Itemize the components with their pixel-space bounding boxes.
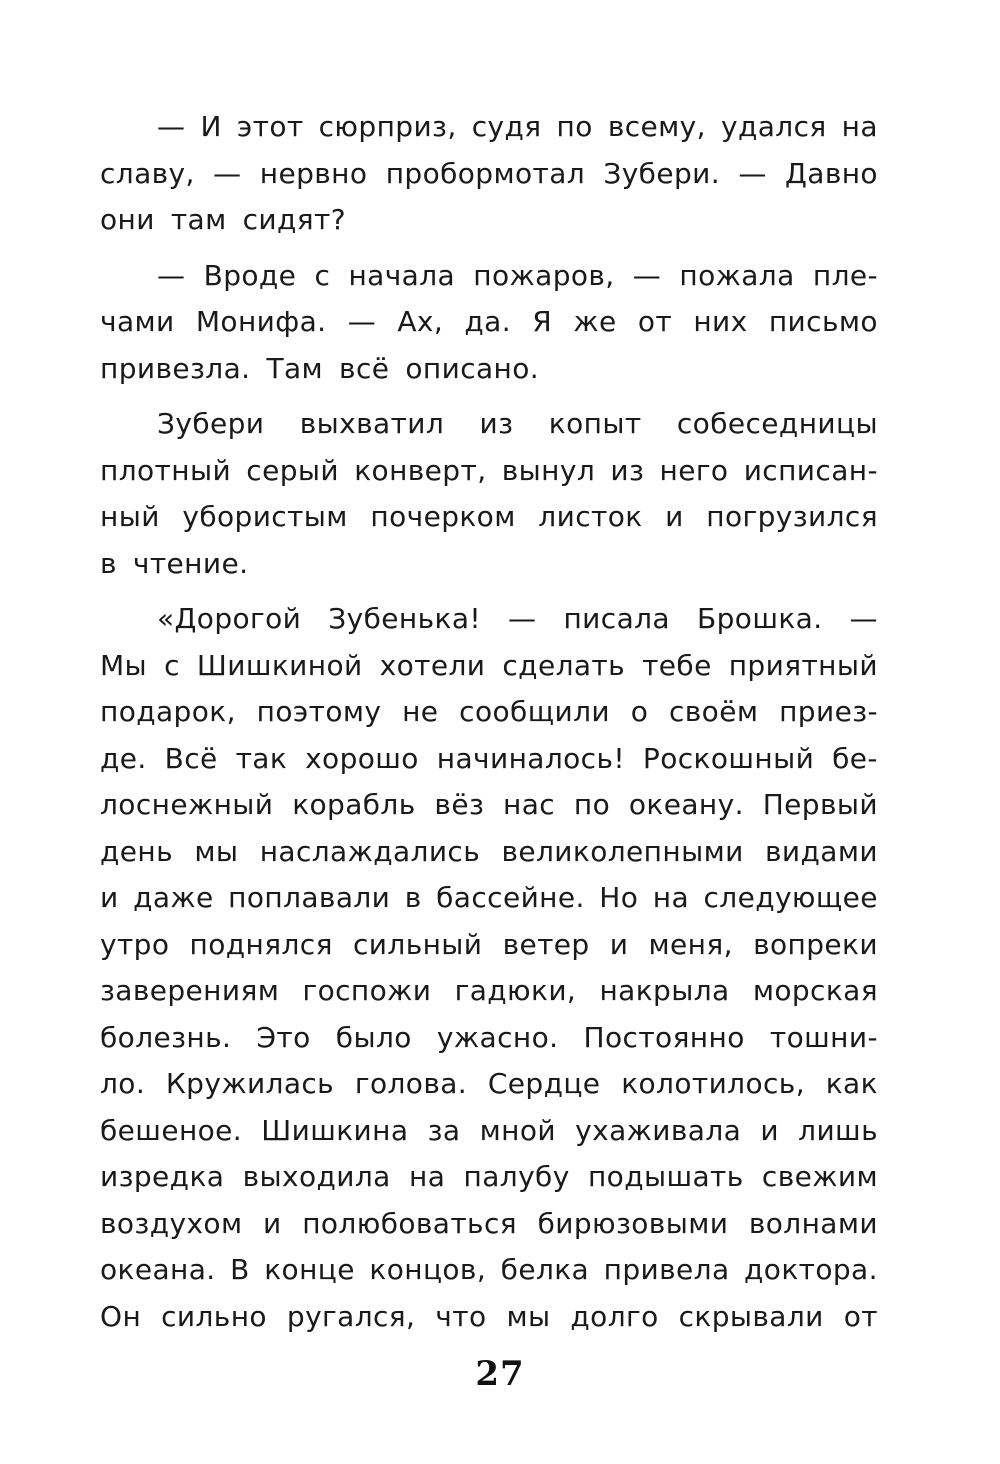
text-line: воздухом и полюбоваться бирюзовыми волнами xyxy=(100,1206,878,1240)
text-line: бешеное. Шишкина за мной ухаживала и лишь xyxy=(100,1113,878,1147)
text-line: ло. Кружилась голова. Сердце колотилось, как xyxy=(100,1067,878,1100)
text-line: чами Монифа. — Ах, да. Я же от них письмо xyxy=(100,305,878,338)
text-line: они там сидят? xyxy=(100,203,347,236)
text-line: славу, — нервно пробормотал Зубери. — Давно xyxy=(100,156,878,190)
text-line: лоснежный корабль вёз нас по океану. Первый xyxy=(100,788,878,821)
text-line: привезла. Там всё описано. xyxy=(100,351,540,385)
paragraph xyxy=(100,104,878,244)
text-line: утро поднялся сильный ветер и меня, вопреки xyxy=(100,927,878,961)
text-line: — Вроде с начала пожаров, — пожала пле- xyxy=(157,258,878,292)
paragraph xyxy=(100,596,878,1340)
page-number: 27 xyxy=(475,1354,525,1394)
text-line: Мы с Шишкиной хотели сделать тебе приятный xyxy=(100,648,878,682)
text-line: заверениям госпожи гадюки, накрыла морская xyxy=(100,974,878,1007)
text-line: подарок, поэтому не сообщили о своём приез- xyxy=(100,695,878,728)
text-line: «Дорогой Зубенька! — писала Брошка. — xyxy=(157,602,878,635)
text-line: ный убористым почерком листок и погрузился xyxy=(100,500,878,533)
paragraph xyxy=(100,253,878,393)
text-line: Он сильно ругался, что мы долго скрывали от xyxy=(100,1299,878,1333)
text-line: океана. В конце концов, белка привела доктора. xyxy=(100,1253,878,1286)
text-line: в чтение. xyxy=(100,546,249,580)
text-line: болезнь. Это было ужасно. Постоянно тошни- xyxy=(100,1020,878,1054)
text-line: и даже поплавали в бассейне. Но на следующее xyxy=(100,881,878,914)
text-line: день мы наслаждались великолепными видами xyxy=(100,834,878,868)
text-line: изредка выходила на палубу подышать свежим xyxy=(100,1160,878,1193)
text-line: де. Всё так хорошо начиналось! Роскошный бе- xyxy=(100,741,878,775)
text-line: — И этот сюрприз, судя по всему, удался на xyxy=(157,110,878,143)
paragraph xyxy=(100,401,878,587)
text-line: плотный серый конверт, вынул из него исписан- xyxy=(100,453,878,487)
text-line: Зубери выхватил из копыт собеседницы xyxy=(157,407,878,440)
body-text xyxy=(100,104,878,1349)
